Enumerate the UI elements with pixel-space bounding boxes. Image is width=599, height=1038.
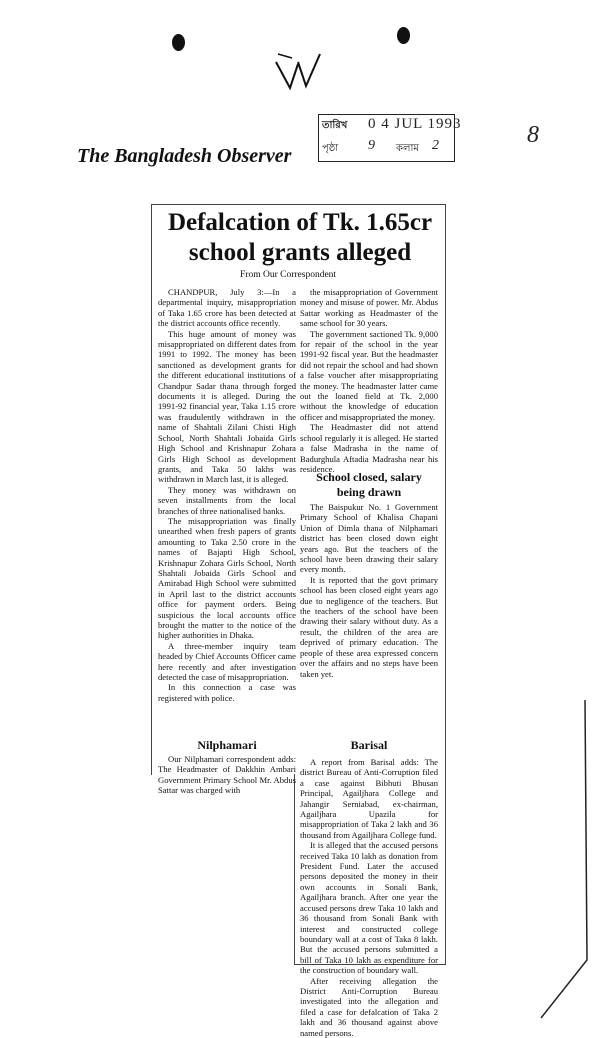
article-column-2-school	[300, 502, 438, 736]
headline-line-1: Defalcation of Tk. 1.65cr	[167, 209, 433, 236]
paragraph: Our Nilphamari correspondent adds: The Headmaster of Dakkhin Ambari Government Primary School Mr. Abdus Sattar was charged with	[158, 754, 296, 796]
headline	[160, 208, 440, 268]
subhead-nilphamari: Nilphamari	[197, 738, 257, 752]
scan-edge-line	[533, 700, 593, 1020]
paragraph: the misappropriation of Government money and misuse of power. Mr. Abdus Sattar working as Headmaster of the same school for 30 years.	[300, 287, 438, 329]
stamp-page-value: 9	[368, 138, 375, 153]
stamp-column-value: 2	[432, 138, 439, 153]
handwritten-marks	[268, 44, 348, 94]
paragraph: After receiving allegation the District Anti-Corruption Bureau investigated into the allegation and filed a case for defalcation of Taka 2 lakh and 36 thousand against above named persons.	[300, 975, 438, 1038]
subhead-line: being drawn	[336, 485, 402, 499]
byline: From Our Correspondent	[240, 270, 337, 280]
subhead-line: School closed, salary	[316, 470, 422, 484]
paragraph: It is reported that the govt primary school has been closed eight years ago due to negligence of the teachers. But the teachers of the school have been drawing their salary without duty. As a result, the children of the area are deprived of primary education. The people of these area expressed concern over the affairs and no steps have been taken yet.	[300, 574, 438, 679]
headline-line-2: school grants alleged	[188, 239, 412, 266]
stamp-date-label: তারিখ	[322, 120, 348, 131]
paragraph: In this connection a case was registered with police.	[158, 682, 296, 703]
punch-hole-right	[397, 27, 410, 44]
paragraph: This huge amount of money was misappropriated on different dates from 1991 to 1992. The money has been sanctioned as development grants for the different educational institutions of Chandpur Sadar thana through forged documents it is alleged. During the 1991-92 financial year, Taka 1.15 crore was fraudulently withdrawn in the name of Shahtali Zilani Chisti High School, North Shahtali Jobaida Girls High School and Krishnapur Zohara Girls High School as development grants, and Taka 50 lakhs was withdrawn in March last, it is alleged.	[158, 328, 296, 485]
punch-hole-left	[172, 34, 185, 51]
newspaper-name: The Bangladesh Observer	[77, 145, 292, 167]
article-column-1	[158, 287, 296, 703]
stamp-page-label: পৃষ্ঠা	[322, 143, 339, 154]
page-number-mark: 8	[527, 122, 539, 148]
stamp-column-label: কলাম	[396, 143, 419, 154]
paragraph: The Baispukur No. 1 Government Primary School of Khalisa Chapani Union of Dimla thana of Nilphamari district has been closed down eight years ago. But the teachers of the school have been drawing their salary every month.	[300, 502, 438, 575]
paragraph: The misappropriation was finally unearthed when fresh papers of grants amounting to Taka 2.50 crore in the names of Bajapti High School, Krishnapur Zohara Girls School, North Shahtali Jobaida Girls School and Amirabad High School were submitted in April last to the district accounts office for payment orders. Being suspicious the local accounts office brought the matter to the notice of the higher authorities in Dhaka.	[158, 515, 296, 641]
article-column-2-barisal	[300, 757, 438, 1038]
paragraph: The government sactioned Tk. 9,000 for repair of the school in the year 1991-92 fiscal year. But the headmaster did not repair the school and had shown a false voucher after misappropriating the money. The headmaster latter came out the loaned field at Tk. 2,000 without the knowledge of education officer and misappropriated the money.	[300, 328, 438, 422]
article-column-2	[300, 287, 438, 474]
paragraph: It is alleged that the accused persons received Taka 10 lakh as donation from President Fund. Later the accused persons deposited the money in their own accounts in Sonali Bank, Agailjhara branch. After one year the accused persons drew Taka 10 lakh and 36 thousand from Sonali Bank with interest and constructed college boundary wall at a cost of Taka 8 lakh. But the accused persons submitted a bill of Taka 10 lakh as expenditure for the construction of boundary wall.	[300, 840, 438, 976]
paragraph: CHANDPUR, July 3:—In a departmental inquiry, misappropriation of Taka 1.65 crore has been detected at the district accounts office recently.	[158, 287, 296, 329]
paragraph: They money was withdrawn on seven installments from the local branches of three nationalised banks.	[158, 484, 296, 516]
subhead-barisal: Barisal	[350, 738, 388, 752]
paragraph: A three-member inquiry team headed by Chief Accounts Officer came here recently and after investigation detected the case of misappropriation.	[158, 640, 296, 683]
subhead-school-closed	[300, 470, 438, 500]
article-column-1-nilphamari	[158, 754, 296, 796]
paragraph: The Headmaster did not attend school regularly it is alleged. He started a false Madrasha in the name of Badurghula Aftadia Madrasha near his residence.	[300, 422, 438, 474]
stamp-date: 0 4 JUL 1993	[368, 116, 462, 132]
paragraph: A report from Barisal adds: The district Bureau of Anti-Corruption filed a case against Bibhuti Bhusan Principal, Agailjhara College and Jahangir Serniabad, ex-chairman, Agailjhara Upazila for misappropriation of Taka 2 lakh and 36 thousand from Agailjhara College fund.	[300, 757, 438, 840]
